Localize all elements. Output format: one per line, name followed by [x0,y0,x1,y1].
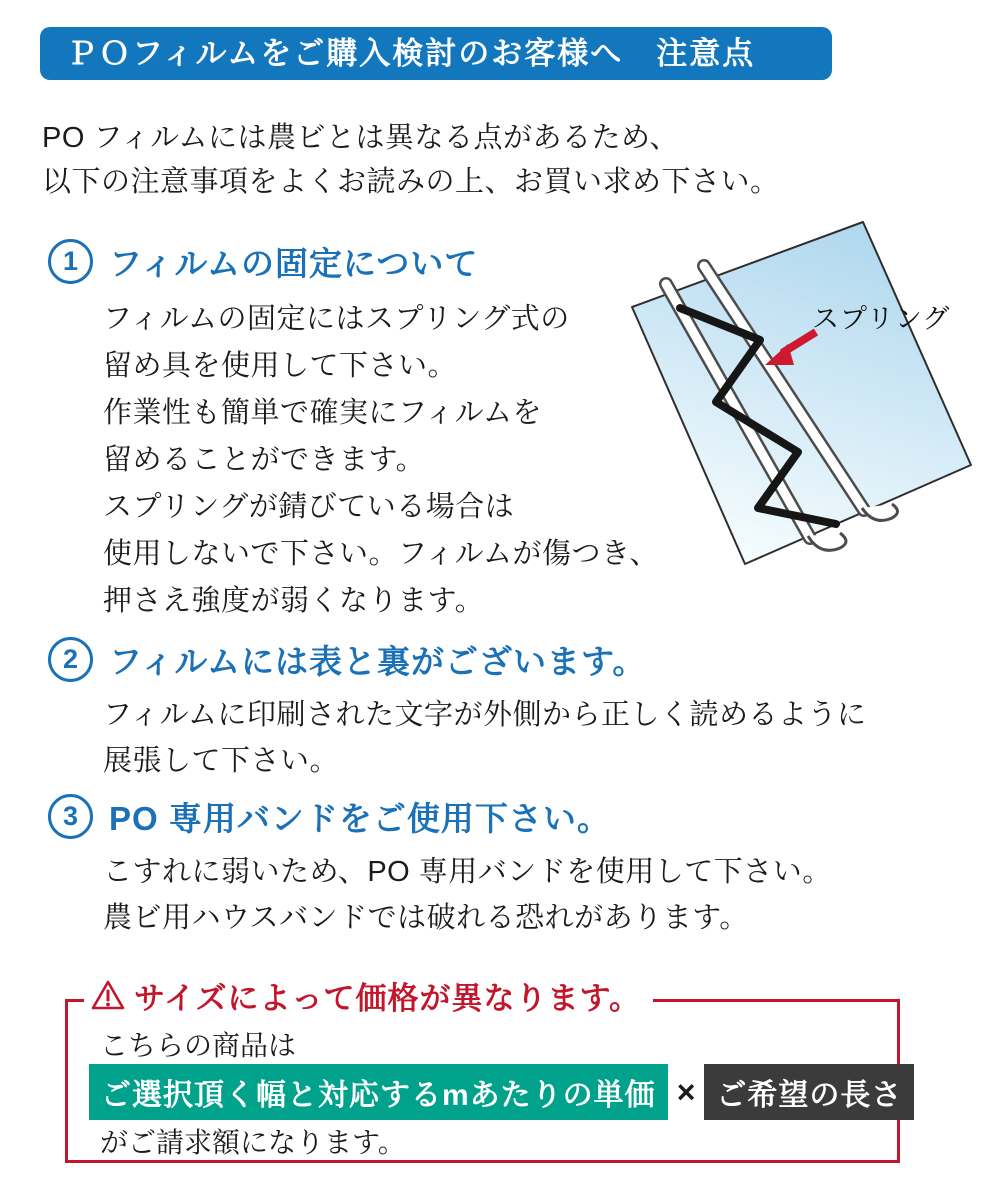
section-3-body [103,849,832,941]
price-notice-title-text: サイズによって価格が異なります。 [134,980,642,1016]
body-line: フィルムに印刷された文字が外側から正しく読めるように [103,699,867,731]
body-line: 留め具を使用して下さい。 [103,350,458,382]
body-line: こすれに弱いため、PO 専用バンドを使用して下さい。 [103,856,832,888]
body-line: 使用しないで下さい。フィルムが傷つき、 [103,538,659,570]
spring-label: スプリング [812,304,951,334]
section-1-number-badge: 1 [48,239,93,284]
body-line: 作業性も簡単で確実にフィルムを [103,397,543,429]
body-line: フィルムの固定にはスプリング式の [103,303,570,335]
body-line: 留めることができます。 [103,444,426,476]
spring-fastener-illustration [618,212,1000,577]
warning-triangle-icon [90,979,126,1012]
price-formula-row [89,1064,914,1120]
body-line: 農ビ用ハウスバンドでは破れる恐れがあります。 [103,902,749,934]
unit-price-chip: ご選択頂く幅と対応するmあたりの単価 [89,1064,668,1120]
section-3-number-badge: 3 [48,794,93,839]
section-2-number-badge: 2 [48,637,93,682]
intro-text [42,116,780,204]
page-title-banner: ＰＯフィルムをご購入検討のお客様へ 注意点 [40,27,832,80]
section-3-heading [48,793,611,840]
section-1-heading [48,238,478,285]
intro-line-2: 以下の注意事項をよくお読みの上、お買い求め下さい。 [42,166,780,198]
price-notice-box [65,980,903,1163]
section-2-title: フィルムには表と裏がございます。 [109,643,647,680]
section-2-heading [48,636,646,683]
desired-length-chip: ご希望の長さ [704,1064,914,1120]
section-3-title: PO 専用バンドをご使用下さい。 [109,800,611,837]
body-line: 押さえ強度が弱くなります。 [103,585,485,617]
section-1-body [103,296,659,625]
price-notice-title [84,972,653,1018]
rail-end-curl [808,533,846,550]
intro-line-1: PO フィルムには農ビとは異なる点があるため、 [42,122,679,154]
body-line: 展張して下さい。 [103,745,340,777]
section-1-title: フィルムの固定について [109,245,479,282]
multiply-sign: × [676,1073,696,1110]
notice-line-3: がご請求額になります。 [100,1127,406,1158]
section-2-body [103,692,867,784]
body-line: スプリングが錆びている場合は [103,491,515,523]
notice-line-1: こちらの商品は [100,1030,297,1061]
